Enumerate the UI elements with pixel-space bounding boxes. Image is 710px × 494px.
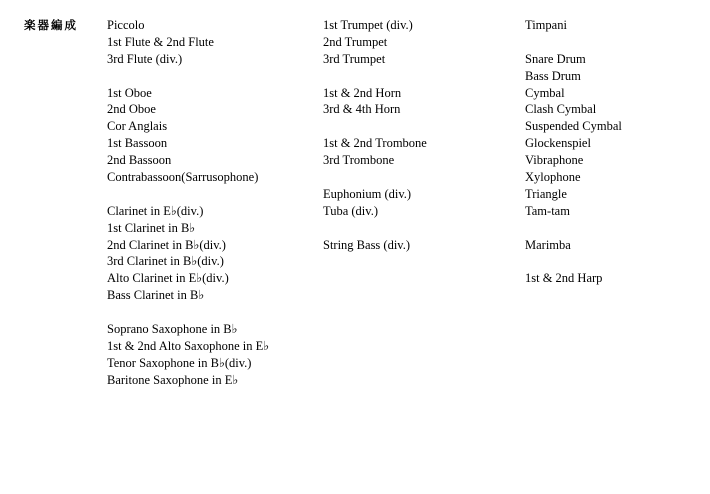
- instrument-item: Contrabassoon(Sarrusophone): [107, 170, 259, 185]
- instrument-item: Timpani: [525, 18, 567, 32]
- instrument-item: 1st Trumpet (div.): [323, 18, 413, 32]
- list-spacer: [323, 220, 427, 237]
- instrument-item: 1st & 2nd Harp: [525, 271, 603, 286]
- instrument-column-woodwinds: [107, 17, 269, 389]
- instrument-item: Marimba: [525, 237, 571, 252]
- list-spacer: [525, 220, 622, 237]
- instrument-item: Baritone Saxophone in E♭: [107, 372, 239, 387]
- instrument-item: 3rd Clarinet in B♭(div.): [107, 254, 224, 269]
- list-spacer: [107, 304, 269, 321]
- instrument-item: 2nd Trumpet: [323, 34, 388, 49]
- instrument-item: 2nd Bassoon: [107, 153, 172, 168]
- instrument-item: 3rd Flute (div.): [107, 51, 183, 66]
- instrument-item: Euphonium (div.): [323, 186, 412, 201]
- instrument-item: 2nd Clarinet in B♭(div.): [107, 237, 226, 252]
- instrument-item: Clash Cymbal: [525, 102, 597, 117]
- list-spacer: [323, 118, 427, 135]
- instrument-item: Triangle: [525, 186, 567, 201]
- instrument-item: Snare Drum: [525, 51, 586, 66]
- instrument-item: Glockenspiel: [525, 136, 591, 151]
- instrument-item: Xylophone: [525, 170, 581, 185]
- instrument-item: Soprano Saxophone in B♭: [107, 322, 238, 337]
- instrument-item: Cymbal: [525, 85, 565, 100]
- instrument-item: 1st & 2nd Horn: [323, 85, 402, 100]
- instrument-item: 2nd Oboe: [107, 102, 156, 117]
- instrument-item: Vibraphone: [525, 153, 584, 168]
- list-spacer: [323, 169, 427, 186]
- instrument-column-brass: [323, 17, 427, 253]
- list-spacer: [525, 34, 622, 51]
- instrument-item: Tenor Saxophone in B♭(div.): [107, 355, 252, 370]
- instrument-item: Tam-tam: [525, 203, 570, 218]
- instrument-item: 1st Clarinet in B♭: [107, 220, 196, 235]
- instrument-item: Bass Drum: [525, 68, 581, 83]
- instrument-item: 3rd Trumpet: [323, 51, 386, 66]
- instrument-item: 1st & 2nd Alto Saxophone in E♭: [107, 338, 270, 353]
- list-spacer: [525, 253, 622, 270]
- page-heading: 楽器編成: [24, 18, 78, 32]
- instrument-item: Alto Clarinet in E♭(div.): [107, 271, 229, 286]
- instrument-item: 3rd & 4th Horn: [323, 102, 401, 117]
- instrument-item: Clarinet in E♭(div.): [107, 203, 204, 218]
- instrument-item: Piccolo: [107, 18, 145, 32]
- instrument-item: String Bass (div.): [323, 237, 411, 252]
- instrument-item: 3rd Trombone: [323, 153, 395, 168]
- list-spacer: [107, 68, 269, 85]
- instrument-item: 1st Oboe: [107, 85, 152, 100]
- instrument-item: Suspended Cymbal: [525, 119, 622, 134]
- instrument-item: 1st & 2nd Trombone: [323, 136, 427, 151]
- instrument-item: Cor Anglais: [107, 119, 168, 134]
- instrument-item: Tuba (div.): [323, 203, 378, 218]
- list-spacer: [107, 186, 269, 203]
- list-spacer: [323, 68, 427, 85]
- instrument-column-percussion: [525, 17, 622, 287]
- instrument-item: 1st Bassoon: [107, 136, 168, 151]
- instrument-item: Bass Clarinet in B♭: [107, 288, 205, 303]
- instrument-item: 1st Flute & 2nd Flute: [107, 34, 214, 49]
